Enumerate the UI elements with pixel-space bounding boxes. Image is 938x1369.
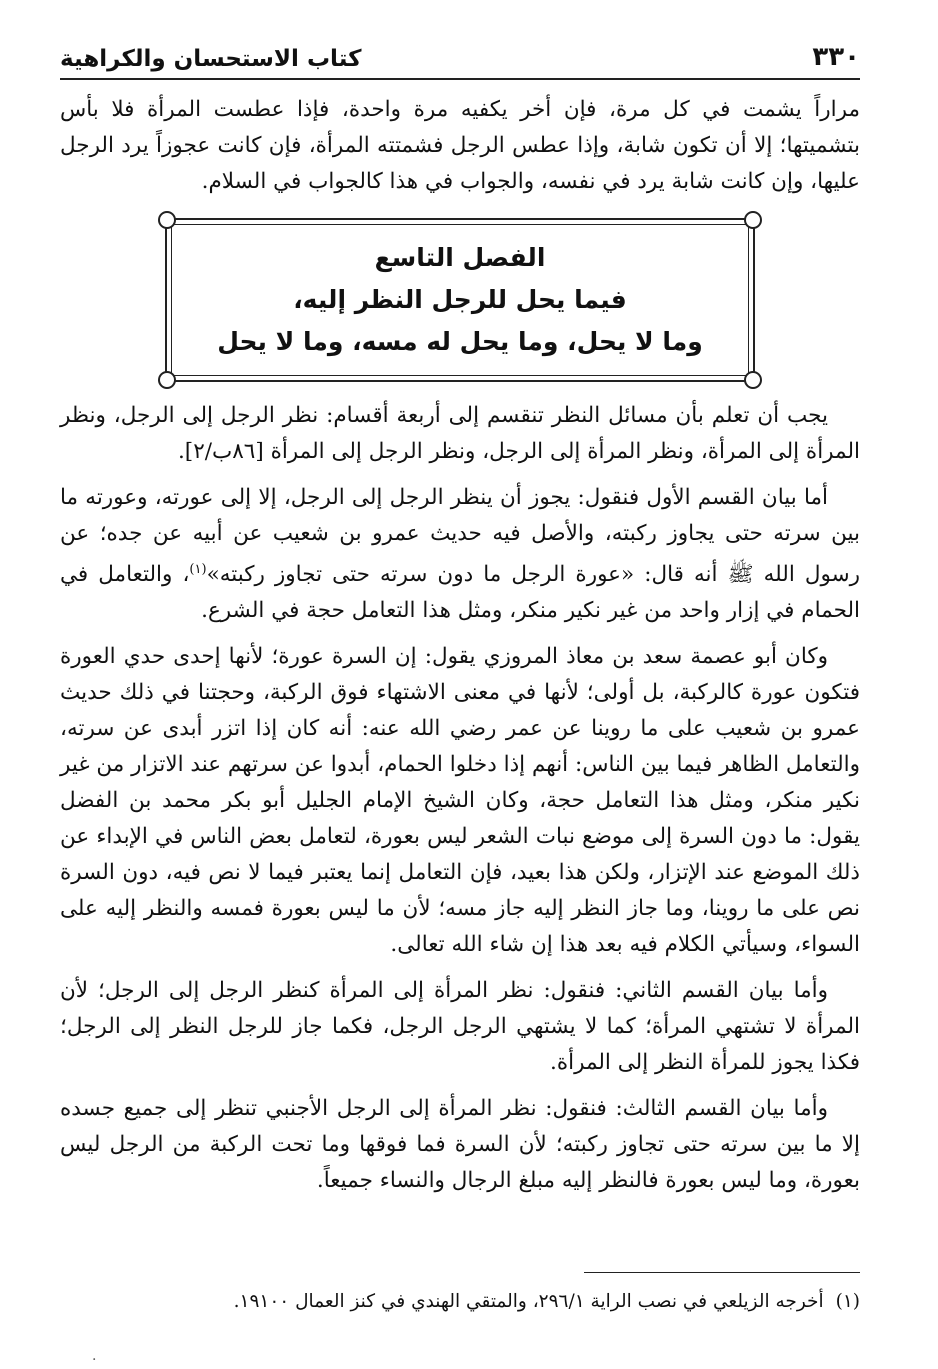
book-title: كتاب الاستحسان والكراهية bbox=[60, 46, 362, 72]
paragraph-3: وكان أبو عصمة سعد بن معاذ المروزي يقول: إن السرة عورة؛ لأنها إحدى حدي العورة فتكون عورة كالركبة، بل أولى؛ لأنها في معنى الاشتهاء فوق الركبة، وحجتنا في ذلك حديث عمرو بن شعيب على ما روينا عن عمر رضي الله عنه: أنه كان إذا اتزر أبدى عن سرته، والتعامل الظاهر فيما بين الناس: أنهم إذا دخلوا الحمام، أبدوا عن سرتهم عند الاتزار من غير نكير منكر، ومثل هذا التعامل حجة، وكان الشيخ الإمام الجليل أبو بكر محمد بن الفضل يقول: ما دون السرة إلى موضع نبات الشعر ليس بعورة، لتعامل بعض الناس في الإبداء عن ذلك الموضع عند الإتزار، ولكن هذا بعيد، فإن التعامل إنما يعتبر فيما لا نص فيه، دون السرة نص على ما روينا، وما جاز النظر إليه جاز مسه؛ لأن ما ليس بعورة فمسه والنظر إليه على السواء، وسيأتي الكلام فيه بعد هذا إن شاء الله تعالى. bbox=[60, 644, 860, 958]
footnote-reference[interactable]: (١) bbox=[189, 562, 207, 577]
ornament-corner-icon bbox=[158, 371, 176, 389]
paragraph-5: وأما بيان القسم الثالث: فنقول: نظر المرأة إلى الرجل الأجنبي تنظر إلى جميع جسده إلا ما بين سرته حتى تجاوز ركبته؛ لأن السرة فما فوقها وما تحت الركبة من الرجل ليس بعورة، وما ليس بعورة فالنظر إليه مبلغ الرجال والنساء جميعاً. bbox=[60, 1096, 860, 1194]
paragraph-2-text-a: أما بيان القسم الأول فنقول: يجوز أن ينظر الرجل إلى الرجل، إلا إلى عورته، وعورته ما بين سرته حتى يجاوز ركبته، والأصل فيه حديث عمرو بن شعيب عن أبيه عن جده؛ عن رسول الله ﷺ أنه قال: «عورة الرجل ما دون سرته حتى تجاوز ركبته» bbox=[60, 485, 860, 588]
book-page bbox=[60, 34, 860, 1339]
paragraph-2-text-b: ، والتعامل في الحمام في إزار واحد من غير نكير منكر، ومثل هذا التعامل حجة في الشرع. bbox=[60, 562, 860, 624]
chapter-title-line-2: وما لا يحل، وما يحل له مسه، وما لا يحل bbox=[217, 327, 703, 356]
footnote-text: أخرجه الزيلعي في نصب الراية ٢٩٦/١، والمتقي الهندي في كنز العمال ١٩١٠٠. bbox=[233, 1291, 824, 1312]
ornament-corner-icon bbox=[744, 371, 762, 389]
paragraph-4: وأما بيان القسم الثاني: فنقول: نظر المرأة إلى المرأة كنظر الرجل إلى الرجل؛ لأن المرأة لا تشتهي المرأة؛ كما لا يشتهي الرجل الرجل، فكما جاز للرجل النظر إلى الرجل؛ فكذا يجوز للمرأة النظر إلى المرأة. bbox=[60, 978, 860, 1076]
chapter-number: الفصل التاسع bbox=[374, 243, 546, 272]
chapter-heading-inner bbox=[171, 224, 749, 376]
chapter-heading-box bbox=[165, 218, 755, 382]
page-number: ٣٣٠ bbox=[812, 42, 860, 72]
ornament-corner-icon bbox=[158, 211, 176, 229]
footnote-mark: (١) bbox=[835, 1291, 860, 1312]
scan-speck: · bbox=[92, 1352, 97, 1368]
intro-paragraph: مراراً يشمت في كل مرة، فإن أخر يكفيه مرة واحدة، فإذا عطست المرأة فلا بأس بتشميتها؛ إلا أن تكون شابة، وإذا عطس الرجل فشمتته المرأة، فإن كانت عجوزاً يرد الرجل عليها، وإن كانت شابة يرد في نفسه، والجواب في هذا كالجواب في السلام. bbox=[60, 97, 860, 194]
footnote bbox=[60, 1288, 860, 1316]
ornament-corner-icon bbox=[744, 211, 762, 229]
page-header bbox=[60, 34, 860, 80]
paragraph-1: يجب أن تعلم بأن مسائل النظر تنقسم إلى أربعة أقسام: نظر الرجل إلى الرجل، ونظر المرأة إلى المرأة، ونظر المرأة إلى الرجل، ونظر الرجل إلى المرأة [٨٦ب/٢]. bbox=[60, 403, 860, 464]
paragraph-2 bbox=[60, 480, 860, 629]
chapter-title-line-1: فيما يحل للرجل النظر إليه، bbox=[293, 285, 627, 314]
footnote-divider bbox=[584, 1272, 860, 1273]
